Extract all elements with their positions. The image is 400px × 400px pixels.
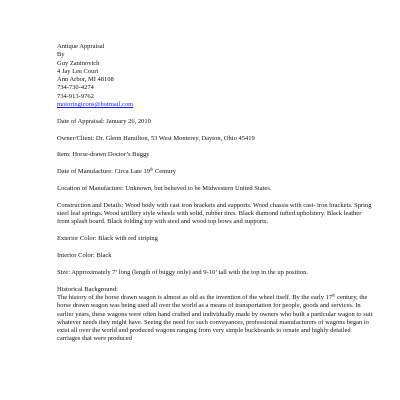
appraisal-document [57,43,375,344]
history-heading: Historical Background: [57,285,118,293]
date-of-manufacture-suffix: Century [153,168,176,176]
owner-client: Owner/Client: Dr. Glenn Hamilton, 53 West Monterey, Dayton, Ohio 45419 [57,134,255,142]
item-description: Item: Horse-drawn Doctor’s Buggy [57,151,150,159]
construction-details: Construction and Details: Wood body with cast iron brackets and supports. Wood chassis with cast- iron brackets. Spring steel leaf springs. Wood artillery style wheels with solid, rubber tires. Black diamond tufted upholstery. Black leather front splash board. Black folding top with steel and wood top bows and supports. [57,201,372,226]
appraiser-name: Guy Zaninovich [57,59,100,67]
phone-1: 734-730-4274 [57,84,94,92]
history-text-b: century, the horse drawn wagon was being used all over the world as a means of transportation for people, goods and services. In earlier years, these wagons were often hand crafted and individually made by owners who built a particular wagon to suit whatever needs they might have. Seeing the need for such conveyances, professional manufacturers of wagons began to exist all over the world and produced wagons ranging from very simple buckboards to ornate and highly detailed carriages that were produced [57,293,373,343]
email-link[interactable]: motoringicons@hotmail.com [57,101,134,109]
history-text-a: The history of the horse drawn wagon is almost as old as the invention of the wheel itself. By the early 17 [57,293,333,301]
exterior-color: Exterior Color: Black with red striping [57,235,158,243]
date-of-manufacture-prefix: Date of Manufacture: Circa Late 19 [57,168,150,176]
location-of-manufacture: Location of Manufacture: Unknown, but believed to be Midwestern United States. [57,185,272,193]
date-of-manufacture-sup: th [149,166,154,172]
address-line-2: Ann Arbor, MI 48108 [57,76,114,84]
history-paragraph [57,294,375,344]
history-sup: th [332,292,336,298]
by-label: By [57,51,65,59]
document-title: Antique Appraisal [57,43,105,50]
size-description: Size: Approximately 7’ long (length of buggy only) and 9-10’ tall with the top in the up position. [57,268,309,276]
date-of-manufacture [57,168,375,176]
address-line-1: 4 Jay Lee Court [57,67,99,75]
phone-2: 734-913-9762 [57,92,94,100]
interior-color: Interior Color: Black [57,252,112,260]
date-of-appraisal: Date of Appraisal: January 26, 2010 [57,117,151,125]
